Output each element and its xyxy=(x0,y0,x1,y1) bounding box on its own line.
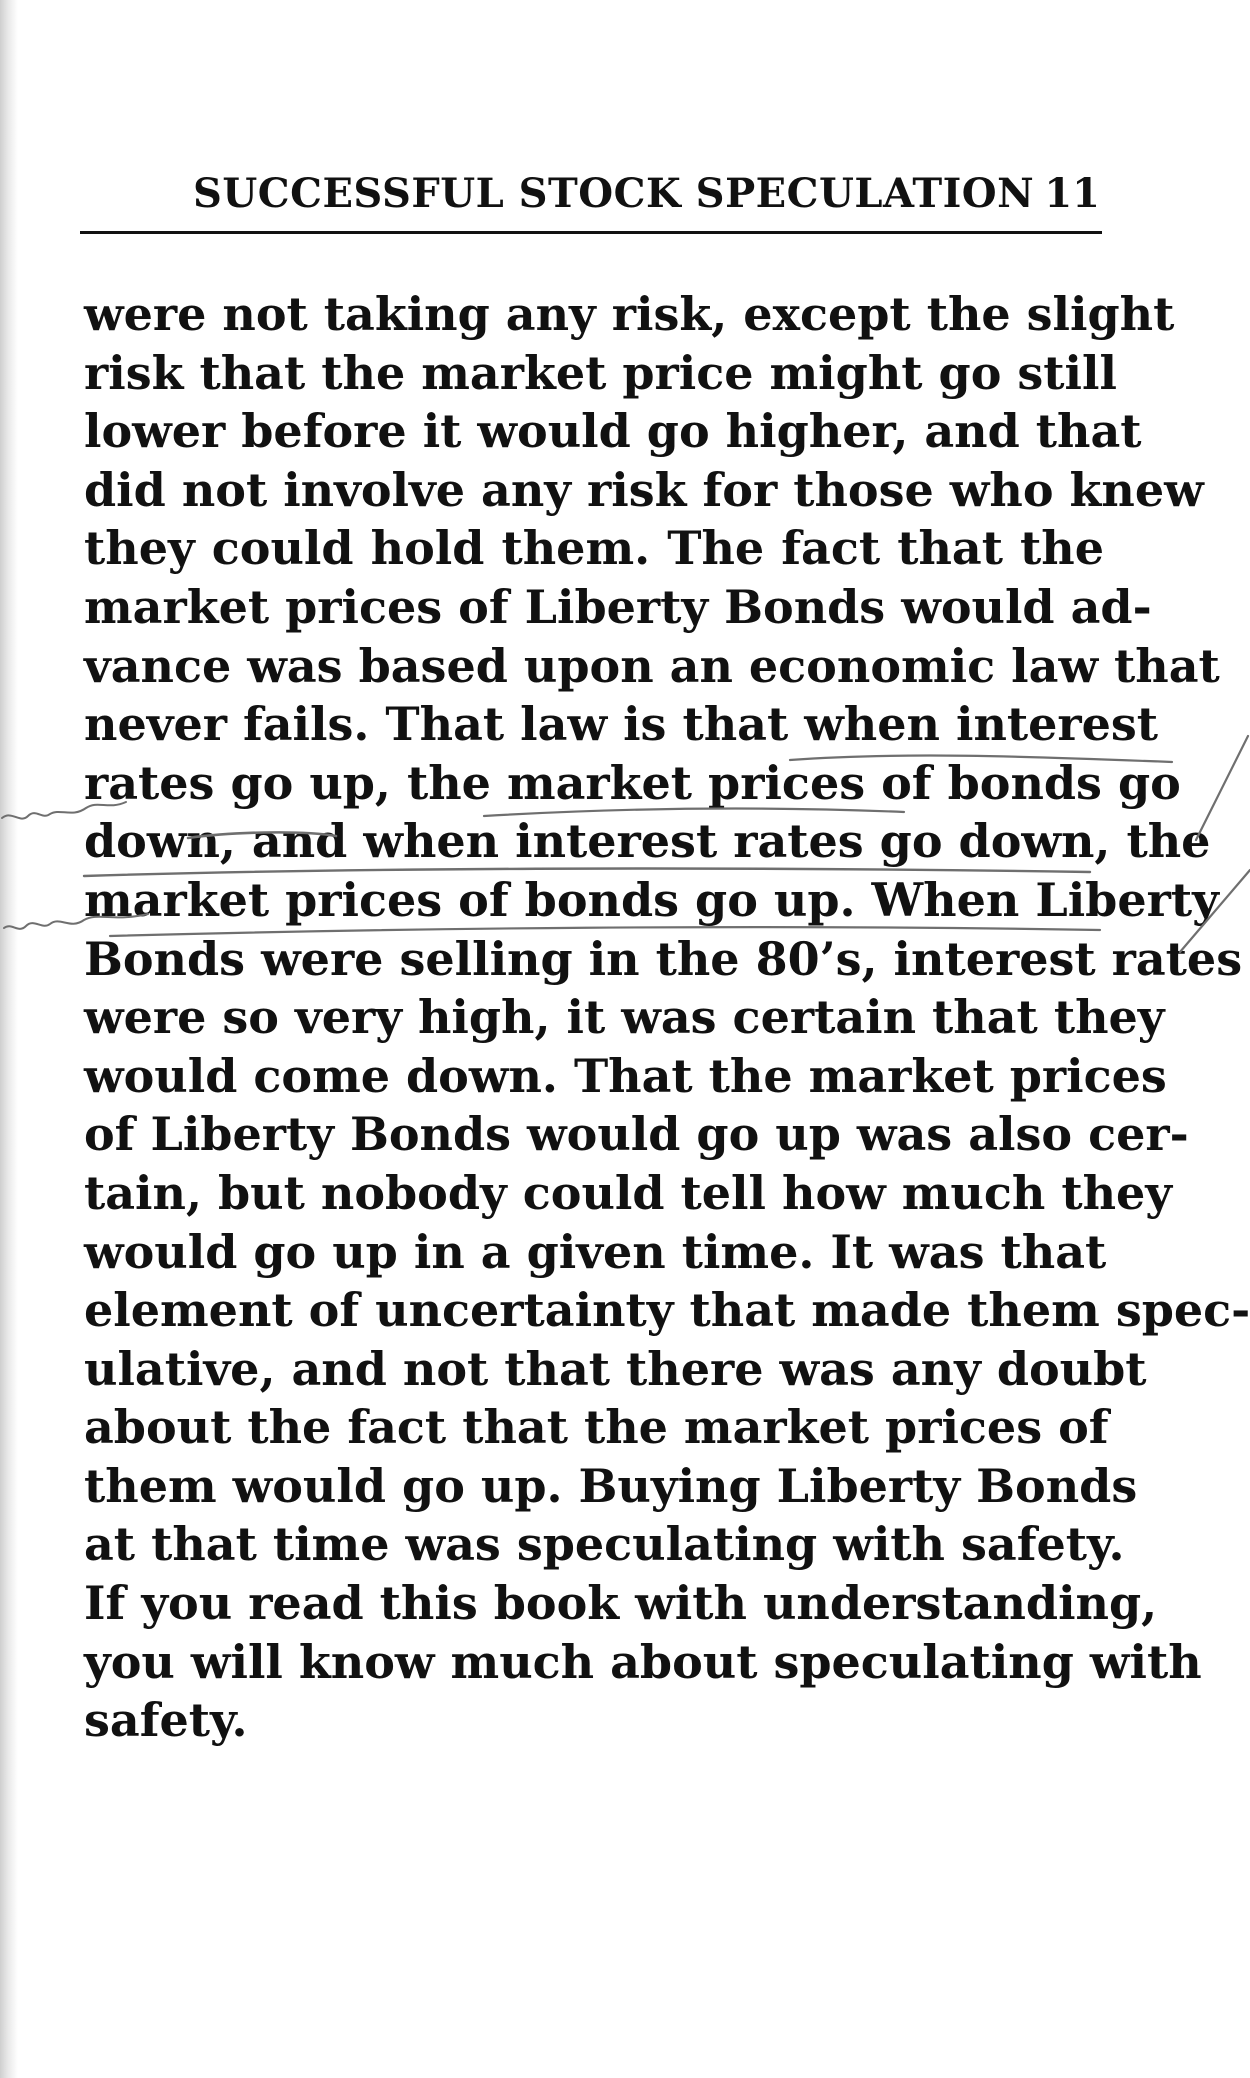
text-line: you will know much about speculating with xyxy=(84,1634,1202,1689)
page-edge-shading xyxy=(0,0,18,2078)
running-title: SUCCESSFUL STOCK SPECULATION xyxy=(193,170,1035,217)
text-line: them would go up. Buying Liberty Bonds xyxy=(84,1458,1138,1513)
text-line: Bonds were selling in the 80’s, interest rates xyxy=(84,931,1243,986)
text-line: vance was based upon an economic law that xyxy=(84,638,1220,693)
text-line: lower before it would go higher, and that xyxy=(84,404,1142,459)
text-line: market prices of Liberty Bonds would ad- xyxy=(84,579,1152,634)
text-line: were so very high, it was certain that they xyxy=(84,990,1165,1045)
text-line: rates go up, the market prices of bonds go xyxy=(84,755,1181,810)
text-line: would go up in a given time. It was that xyxy=(84,1224,1107,1279)
text-line: about the fact that the market prices of xyxy=(84,1400,1109,1455)
text-line: element of uncertainty that made them spec- xyxy=(84,1283,1250,1338)
text-line: would come down. That the market prices xyxy=(84,1048,1167,1103)
text-line: risk that the market price might go still xyxy=(84,345,1117,400)
page-number: 11 xyxy=(1044,170,1100,217)
text-line: down, and when interest rates go down, the xyxy=(84,814,1211,869)
running-head xyxy=(80,170,1102,222)
text-line: If you read this book with understanding, xyxy=(84,1576,1158,1631)
text-line: were not taking any risk, except the slight xyxy=(84,287,1175,341)
text-line: market prices of bonds go up. When Liberty xyxy=(84,872,1219,927)
text-line: of Liberty Bonds would go up was also cer- xyxy=(84,1107,1189,1162)
header-rule xyxy=(80,231,1102,234)
text-line: ulative, and not that there was any doubt xyxy=(84,1341,1147,1396)
text-line: they could hold them. The fact that the xyxy=(84,521,1104,576)
text-line: at that time was speculating with safety. xyxy=(84,1517,1125,1572)
text-line: tain, but nobody could tell how much they xyxy=(84,1165,1173,1220)
text-line: never fails. That law is that when interest xyxy=(84,697,1159,752)
text-line: did not involve any risk for those who knew xyxy=(84,462,1204,517)
body-paragraph xyxy=(84,285,1250,1750)
text-line: safety. xyxy=(84,1693,248,1748)
